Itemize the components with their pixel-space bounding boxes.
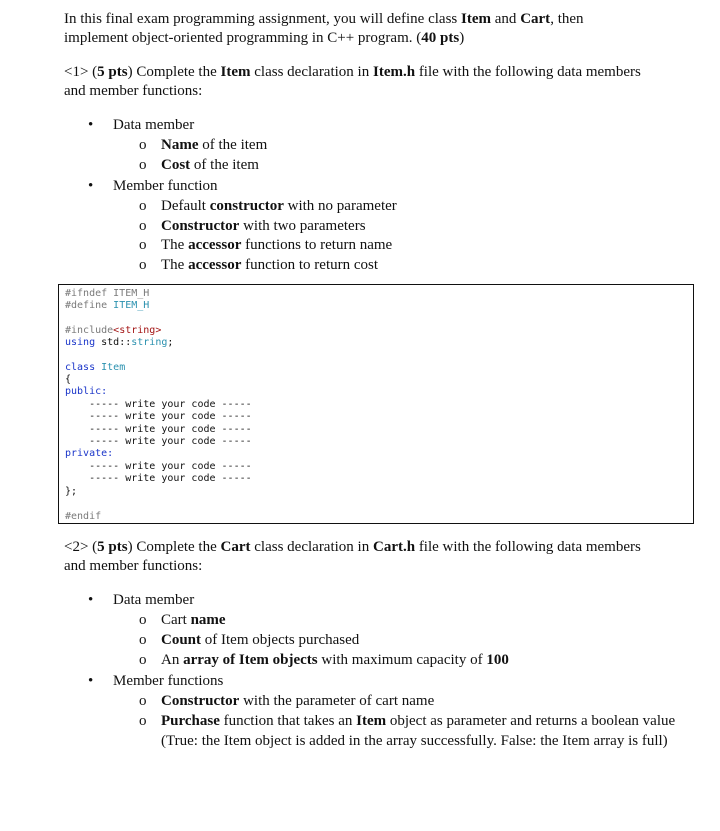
sub-item-text: with the parameter of cart name bbox=[239, 693, 435, 709]
code-string: <string> bbox=[113, 325, 162, 336]
intro-cart-bold: Cart bbox=[520, 11, 551, 27]
code-directive: #define bbox=[65, 300, 108, 311]
circle-bullet-icon: o bbox=[139, 257, 147, 273]
q2-text: and member functions: bbox=[64, 558, 203, 574]
code-line-brace-close: }; bbox=[65, 486, 78, 497]
sub-item-text: of the item bbox=[198, 137, 268, 153]
code-directive: #include bbox=[65, 325, 114, 336]
sub-item-bold: Name bbox=[161, 137, 199, 153]
sub-item-text: with maximum capacity of bbox=[317, 652, 487, 668]
q2-number: <2> ( bbox=[64, 539, 98, 555]
circle-bullet-icon: o bbox=[139, 612, 147, 628]
sub-item-text: Cart bbox=[161, 612, 191, 628]
code-macro: ITEM_H bbox=[107, 300, 150, 311]
code-type: string bbox=[131, 337, 168, 348]
sub-item-bold: Item bbox=[356, 713, 387, 729]
q1-item-bold: Item bbox=[220, 64, 251, 80]
sub-item-text: function to return cost bbox=[241, 257, 379, 273]
sub-item-bold: Purchase bbox=[161, 713, 220, 729]
code-text: std:: bbox=[95, 337, 132, 348]
sub-item-text: The bbox=[161, 257, 189, 273]
sub-item-bold: constructor bbox=[209, 198, 284, 214]
sub-item-bold: name bbox=[190, 612, 226, 628]
code-line-write: ----- write your code ----- bbox=[65, 436, 252, 447]
code-keyword: using bbox=[65, 337, 96, 348]
sub-item-text: with no parameter bbox=[283, 198, 397, 214]
q1-file-bold: Item.h bbox=[372, 64, 416, 80]
code-line-private: private: bbox=[65, 448, 114, 459]
sub-item-text: with two parameters bbox=[239, 218, 366, 234]
bullet-icon: • bbox=[88, 178, 94, 194]
bullet-icon: • bbox=[88, 592, 94, 608]
sub-item-bold: accessor bbox=[188, 257, 242, 273]
circle-bullet-icon: o bbox=[139, 713, 147, 729]
code-line-brace-open: { bbox=[65, 374, 72, 385]
circle-bullet-icon: o bbox=[139, 237, 147, 253]
sub-item-bold: Constructor bbox=[161, 693, 240, 709]
bullet-label: Member function bbox=[113, 178, 218, 194]
sub-item-bold: Constructor bbox=[161, 218, 240, 234]
question-2-paragraph bbox=[64, 538, 694, 576]
intro-paragraph bbox=[64, 10, 694, 48]
sub-item-text: An bbox=[161, 652, 184, 668]
intro-text: , then bbox=[550, 11, 584, 27]
code-line-class bbox=[65, 362, 125, 374]
q1-text: class declaration in bbox=[250, 64, 373, 80]
bullet-label: Data member bbox=[113, 592, 195, 608]
code-type: Item bbox=[95, 362, 126, 373]
bullet-icon: • bbox=[88, 117, 94, 133]
code-line-include bbox=[65, 325, 161, 337]
circle-bullet-icon: o bbox=[139, 693, 147, 709]
code-line-write: ----- write your code ----- bbox=[65, 424, 252, 435]
code-line-write: ----- write your code ----- bbox=[65, 411, 252, 422]
intro-text: ) bbox=[459, 30, 465, 46]
sub-item-bold: Cost bbox=[161, 157, 191, 173]
sub-item-text: of Item objects purchased bbox=[201, 632, 360, 648]
code-block bbox=[58, 284, 694, 524]
q2-text: ) Complete the bbox=[127, 539, 221, 555]
bullet-label: Data member bbox=[113, 117, 195, 133]
sub-item-bold: Count bbox=[161, 632, 202, 648]
sub-item-text: The bbox=[161, 237, 189, 253]
sub-item-text: Default bbox=[161, 198, 210, 214]
q2-file-bold: Cart.h bbox=[372, 539, 416, 555]
code-text: ; bbox=[167, 337, 174, 348]
code-line-write: ----- write your code ----- bbox=[65, 461, 252, 472]
code-line-ifndef: #ifndef ITEM_H bbox=[65, 288, 150, 299]
sub-item-text: functions to return name bbox=[241, 237, 393, 253]
sub-item-text: function that takes an bbox=[219, 713, 357, 729]
code-line-define bbox=[65, 300, 149, 312]
q1-number: <1> ( bbox=[64, 64, 98, 80]
bullet-icon: • bbox=[88, 673, 94, 689]
intro-text: and bbox=[491, 11, 521, 27]
q2-purchase-text bbox=[161, 711, 681, 751]
circle-bullet-icon: o bbox=[139, 137, 147, 153]
q2-cart-bold: Cart bbox=[220, 539, 251, 555]
circle-bullet-icon: o bbox=[139, 218, 147, 234]
code-line-public: public: bbox=[65, 386, 108, 397]
sub-item-bold: array of Item objects bbox=[183, 652, 318, 668]
code-line-endif: #endif bbox=[65, 511, 102, 522]
q2-points: 5 pts bbox=[97, 539, 128, 555]
intro-points: 40 pts bbox=[421, 30, 460, 46]
circle-bullet-icon: o bbox=[139, 157, 147, 173]
circle-bullet-icon: o bbox=[139, 632, 147, 648]
sub-item-text: object as parameter and returns a boolean value (True: the Item object is added in the array successfully. False: the Item array is full) bbox=[161, 713, 676, 749]
sub-item-text: of the item bbox=[190, 157, 259, 173]
circle-bullet-icon: o bbox=[139, 198, 147, 214]
code-keyword: class bbox=[65, 362, 96, 373]
intro-text: implement object-oriented programming in C++ program. ( bbox=[64, 30, 422, 46]
sub-item-bold: 100 bbox=[486, 652, 509, 668]
q1-text: file with the following data members bbox=[415, 64, 641, 80]
code-line-write: ----- write your code ----- bbox=[65, 473, 252, 484]
sub-item-bold: accessor bbox=[188, 237, 242, 253]
circle-bullet-icon: o bbox=[139, 652, 147, 668]
q2-text: file with the following data members bbox=[415, 539, 641, 555]
q1-text: ) Complete the bbox=[127, 64, 221, 80]
q1-text: and member functions: bbox=[64, 83, 203, 99]
q1-points: 5 pts bbox=[97, 64, 128, 80]
bullet-label: Member functions bbox=[113, 673, 224, 689]
code-line-write: ----- write your code ----- bbox=[65, 399, 252, 410]
intro-text: In this final exam programming assignment, you will define class bbox=[64, 11, 462, 27]
intro-item-bold: Item bbox=[461, 11, 492, 27]
question-1-paragraph bbox=[64, 63, 694, 101]
code-line-using bbox=[65, 337, 173, 349]
q2-text: class declaration in bbox=[250, 539, 373, 555]
